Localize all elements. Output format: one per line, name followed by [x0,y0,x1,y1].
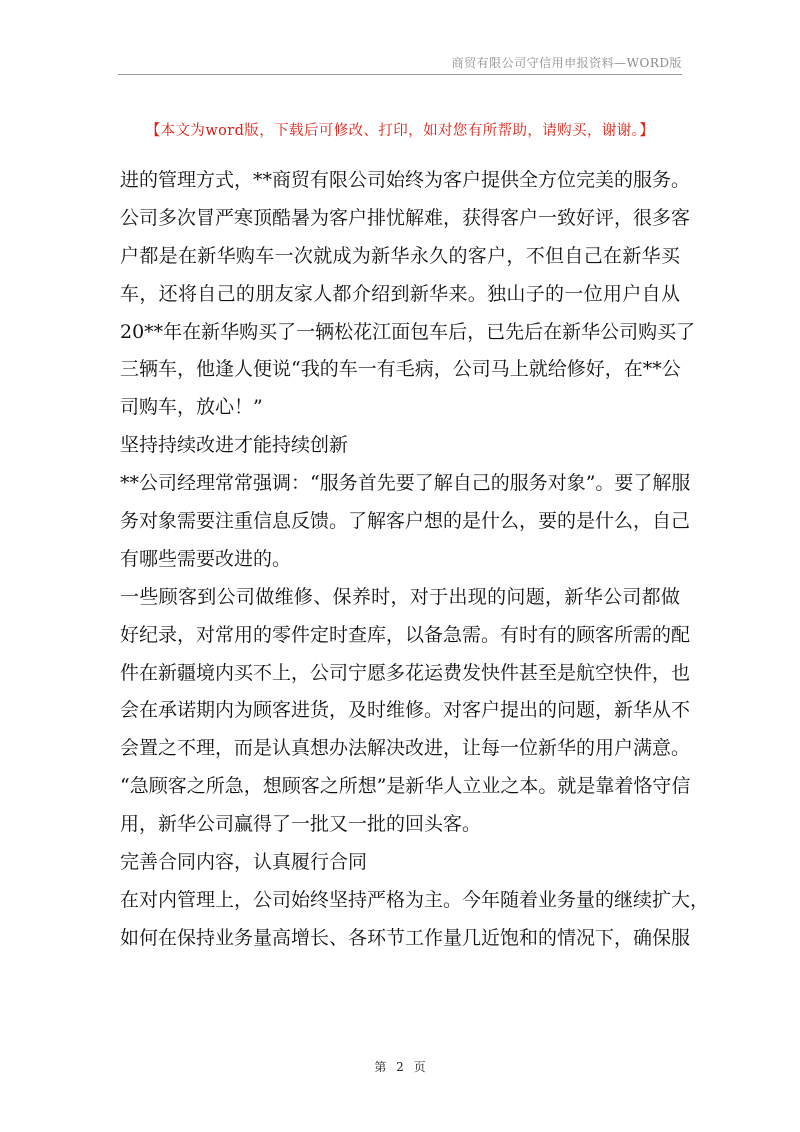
footer-prefix: 第 [374,1060,387,1074]
body-line: 司购车，放心！” [120,396,263,419]
body-line: 好纪录，对常用的零件定时查库，以备急需。有时有的顾客所需的配 [120,623,691,646]
header-divider [118,74,682,75]
body-line: 件在新疆境内买不上，公司宁愿多花运费发快件甚至是航空快件，也 [120,661,691,684]
body-line: 如何在保持业务量高增长、各环节工作量几近饱和的情况下，确保服 [120,926,691,949]
body-line: 在对内管理上，公司始终坚持严格为主。今年随着业务量的继续扩大， [120,888,710,911]
body-line: 车，还将自己的朋友家人都介绍到新华来。独山子的一位用户自从 [120,282,680,305]
body-line: 20**年在新华购买了一辆松花江面包车后，已先后在新华公司购买了 [120,320,696,343]
body-line: **公司经理常常强调：“服务首先要了解自己的服务对象”。要了解服 [120,472,691,495]
body-line: 务对象需要注重信息反馈。了解客户想的是什么，要的是什么，自己 [120,510,691,533]
page-footer [0,1058,800,1075]
body-line: 进的管理方式，**商贸有限公司始终为客户提供全方位完美的服务。 [120,169,691,191]
page-number: 2 [396,1060,404,1074]
body-line: 用，新华公司赢得了一批又一批的回头客。 [120,813,482,836]
body-line: 会在承诺期内为顾客进货，及时维修。对客户提出的问题，新华从不 [120,699,691,722]
body-line: 户都是在新华购车一次就成为新华永久的客户，不但自己在新华买 [120,244,680,267]
body-line: 有哪些需要改进的。 [120,547,292,570]
body-line: 会置之不理，而是认真想办法解决改进，让每一位新华的用户满意。 [120,737,691,760]
body-line: 三辆车，他逢人便说“我的车一有毛病，公司马上就给修好，在**公 [120,358,681,381]
document-body [120,162,710,958]
page-header-title: 商贸有限公司守信用申报资料—WORD版 [451,56,682,70]
footer-suffix: 页 [413,1060,426,1074]
section-heading: 坚持持续改进才能持续创新 [120,434,349,457]
body-line: 一些顾客到公司做维修、保养时，对于出现的问题，新华公司都做 [120,585,680,608]
body-line: “急顾客之所急，想顾客之所想”是新华人立业之本。就是靠着恪守信 [120,775,691,798]
body-line: 公司多次冒严寒顶酷暑为客户排忧解难，获得客户一致好评，很多客 [120,206,691,229]
section-heading: 完善合同内容，认真履行合同 [120,851,368,874]
download-notice: 【本文为word版，下载后可修改、打印，如对您有所帮助，请购买，谢谢。】 [145,123,655,139]
